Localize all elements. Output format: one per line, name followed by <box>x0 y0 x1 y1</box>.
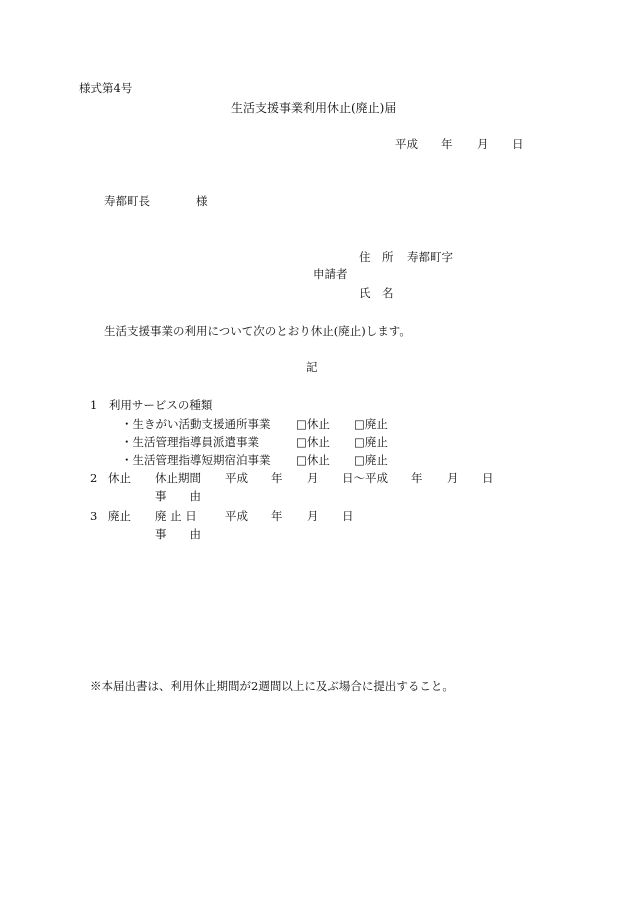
date-era: 平成 <box>395 137 418 151</box>
footnote: ※本届出書は、利用休止期間が2週間以上に及ぶ場合に提出すること。 <box>90 679 454 693</box>
page-title: 生活支援事業利用休止(廃止)届 <box>231 101 397 115</box>
abolish-checkbox[interactable]: □廃止 <box>354 417 388 431</box>
abolish-era: 平成 <box>225 509 248 523</box>
service-name: ・生活管理指導短期宿泊事業 <box>121 453 271 467</box>
name-label: 氏 名 <box>359 286 394 300</box>
period-end-year: 年 <box>411 471 423 485</box>
period-end-day: 日 <box>482 471 494 485</box>
section3-number: 3 <box>90 509 98 523</box>
period-start-month: 月 <box>307 471 319 485</box>
date-month: 月 <box>477 137 489 151</box>
section2-number: 2 <box>90 471 98 485</box>
recipient-honorific: 様 <box>196 194 208 208</box>
pause-checkbox[interactable]: □休止 <box>296 453 330 467</box>
abolish-date-label: 廃 止 日 <box>155 509 197 523</box>
period-end-month: 月 <box>447 471 459 485</box>
recipient-name: 寿都町長 <box>104 194 150 208</box>
statement: 生活支援事業の利用について次のとおり休止(廃止)します。 <box>104 324 411 338</box>
pause-reason-label: 事 由 <box>155 489 201 503</box>
section2-label: 休止 <box>108 471 131 485</box>
section1-heading: 1 利用サービスの種類 <box>90 398 213 412</box>
ki-label: 記 <box>306 360 318 374</box>
period-start-day-to-era: 日～平成 <box>342 471 388 485</box>
date-year: 年 <box>441 137 453 151</box>
date-day: 日 <box>512 137 524 151</box>
abolish-day: 日 <box>342 509 354 523</box>
address-label: 住 所 <box>359 250 394 264</box>
abolish-checkbox[interactable]: □廃止 <box>354 435 388 449</box>
abolish-year: 年 <box>271 509 283 523</box>
pause-checkbox[interactable]: □休止 <box>296 435 330 449</box>
abolish-month: 月 <box>307 509 319 523</box>
period-start-year: 年 <box>271 471 283 485</box>
address-value: 寿都町字 <box>407 250 453 264</box>
abolish-checkbox[interactable]: □廃止 <box>354 453 388 467</box>
period-start-era: 平成 <box>225 471 248 485</box>
service-name: ・生活管理指導員派遣事業 <box>121 435 259 449</box>
applicant-label: 申請者 <box>313 267 348 281</box>
abolish-reason-label: 事 由 <box>155 527 201 541</box>
form-number: 様式第4号 <box>79 81 133 95</box>
pause-checkbox[interactable]: □休止 <box>296 417 330 431</box>
service-name: ・生きがい活動支援通所事業 <box>121 417 271 431</box>
pause-period-label: 休止期間 <box>155 471 201 485</box>
section3-label: 廃止 <box>108 509 131 523</box>
